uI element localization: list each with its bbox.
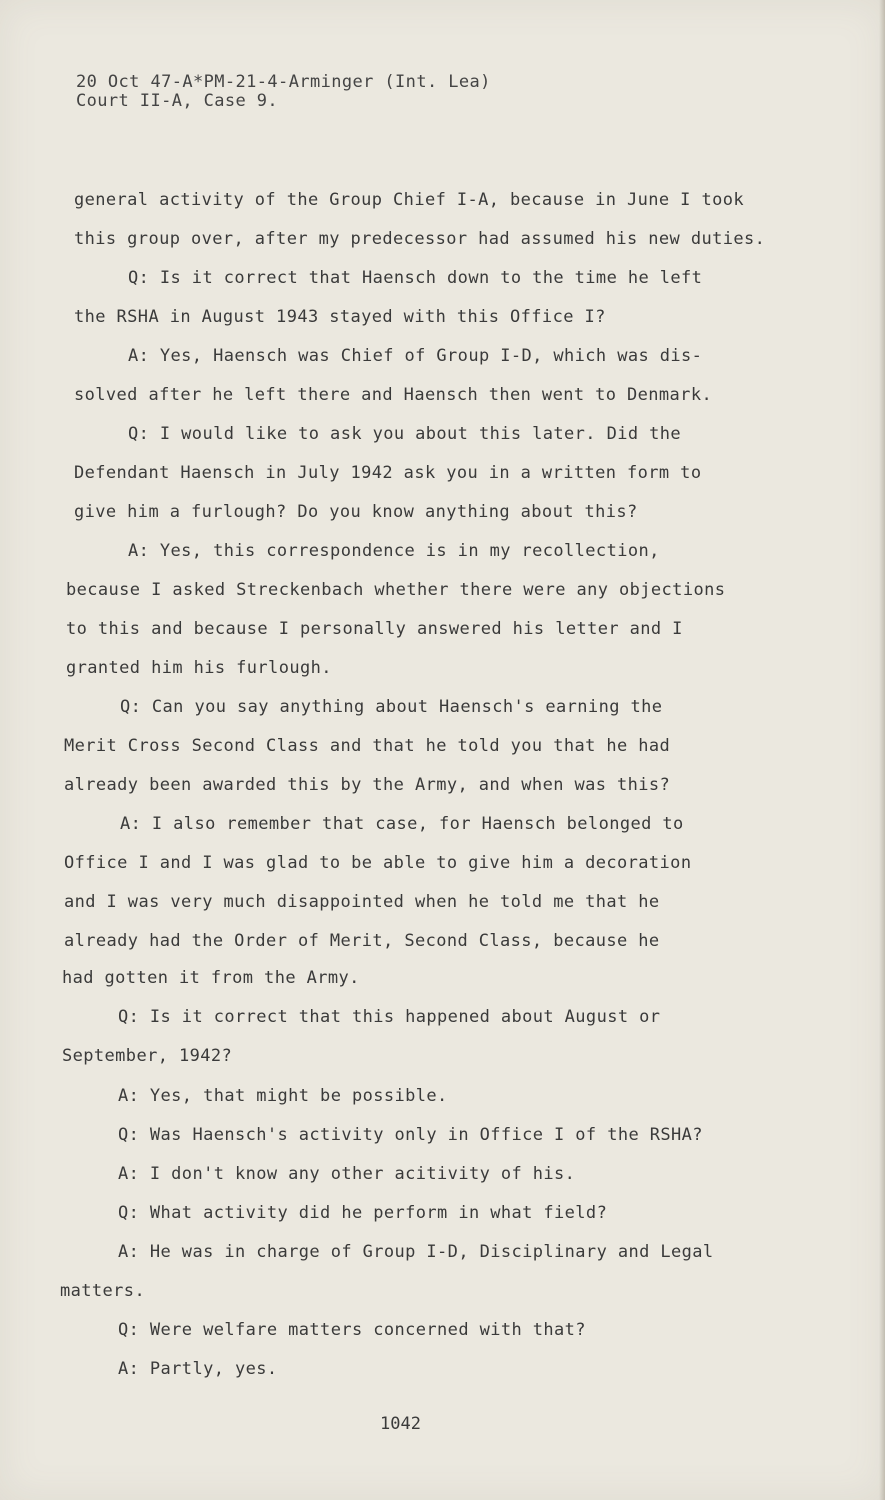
header-line-2: Court II-A, Case 9. xyxy=(76,91,279,111)
answer-line: A: Yes, Haensch was Chief of Group I-D, which was dis- xyxy=(128,346,703,366)
body-line: Defendant Haensch in July 1942 ask you in a written form to xyxy=(74,463,702,483)
body-line: matters. xyxy=(60,1281,146,1301)
question-line: Q: Was Haensch's activity only in Office I of the RSHA? xyxy=(118,1125,703,1145)
question-line: Q: Is it correct that this happened about August or xyxy=(118,1007,661,1027)
body-line: because I asked Streckenbach whether there were any objections xyxy=(66,580,726,600)
page-number: 1042 xyxy=(380,1414,421,1434)
body-line: this group over, after my predecessor had assumed his new duties. xyxy=(74,229,766,249)
answer-line: A: Yes, this correspondence is in my recollection, xyxy=(128,541,660,561)
body-line: Merit Cross Second Class and that he told you that he had xyxy=(64,736,671,756)
question-line: Q: Were welfare matters concerned with that? xyxy=(118,1320,586,1340)
body-line: September, 1942? xyxy=(62,1046,233,1066)
body-line: had gotten it from the Army. xyxy=(62,968,360,988)
answer-line: A: Yes, that might be possible. xyxy=(118,1086,448,1106)
body-line: granted him his furlough. xyxy=(66,658,332,678)
answer-line: A: I also remember that case, for Haensch belonged to xyxy=(120,814,684,834)
body-line: and I was very much disappointed when he told me that he xyxy=(64,892,660,912)
answer-line: A: Partly, yes. xyxy=(118,1359,278,1379)
body-line: give him a furlough? Do you know anything about this? xyxy=(74,502,638,522)
question-line: Q: Is it correct that Haensch down to the time he left xyxy=(128,268,703,288)
body-line: general activity of the Group Chief I-A, because in June I took xyxy=(74,190,744,210)
body-line: the RSHA in August 1943 stayed with this Office I? xyxy=(74,307,606,327)
body-line: already been awarded this by the Army, and when was this? xyxy=(64,775,671,795)
header-line-1: 20 Oct 47-A*PM-21-4-Arminger (Int. Lea) xyxy=(76,72,491,92)
answer-line: A: I don't know any other acitivity of his. xyxy=(118,1164,576,1184)
body-line: solved after he left there and Haensch then went to Denmark. xyxy=(74,385,713,405)
body-line: Office I and I was glad to be able to give him a decoration xyxy=(64,853,692,873)
answer-line: A: He was in charge of Group I-D, Disciplinary and Legal xyxy=(118,1242,714,1262)
body-line: already had the Order of Merit, Second Class, because he xyxy=(64,931,660,951)
body-line: to this and because I personally answered his letter and I xyxy=(66,619,683,639)
question-line: Q: Can you say anything about Haensch's earning the xyxy=(120,697,663,717)
question-line: Q: What activity did he perform in what field? xyxy=(118,1203,608,1223)
question-line: Q: I would like to ask you about this later. Did the xyxy=(128,424,682,444)
